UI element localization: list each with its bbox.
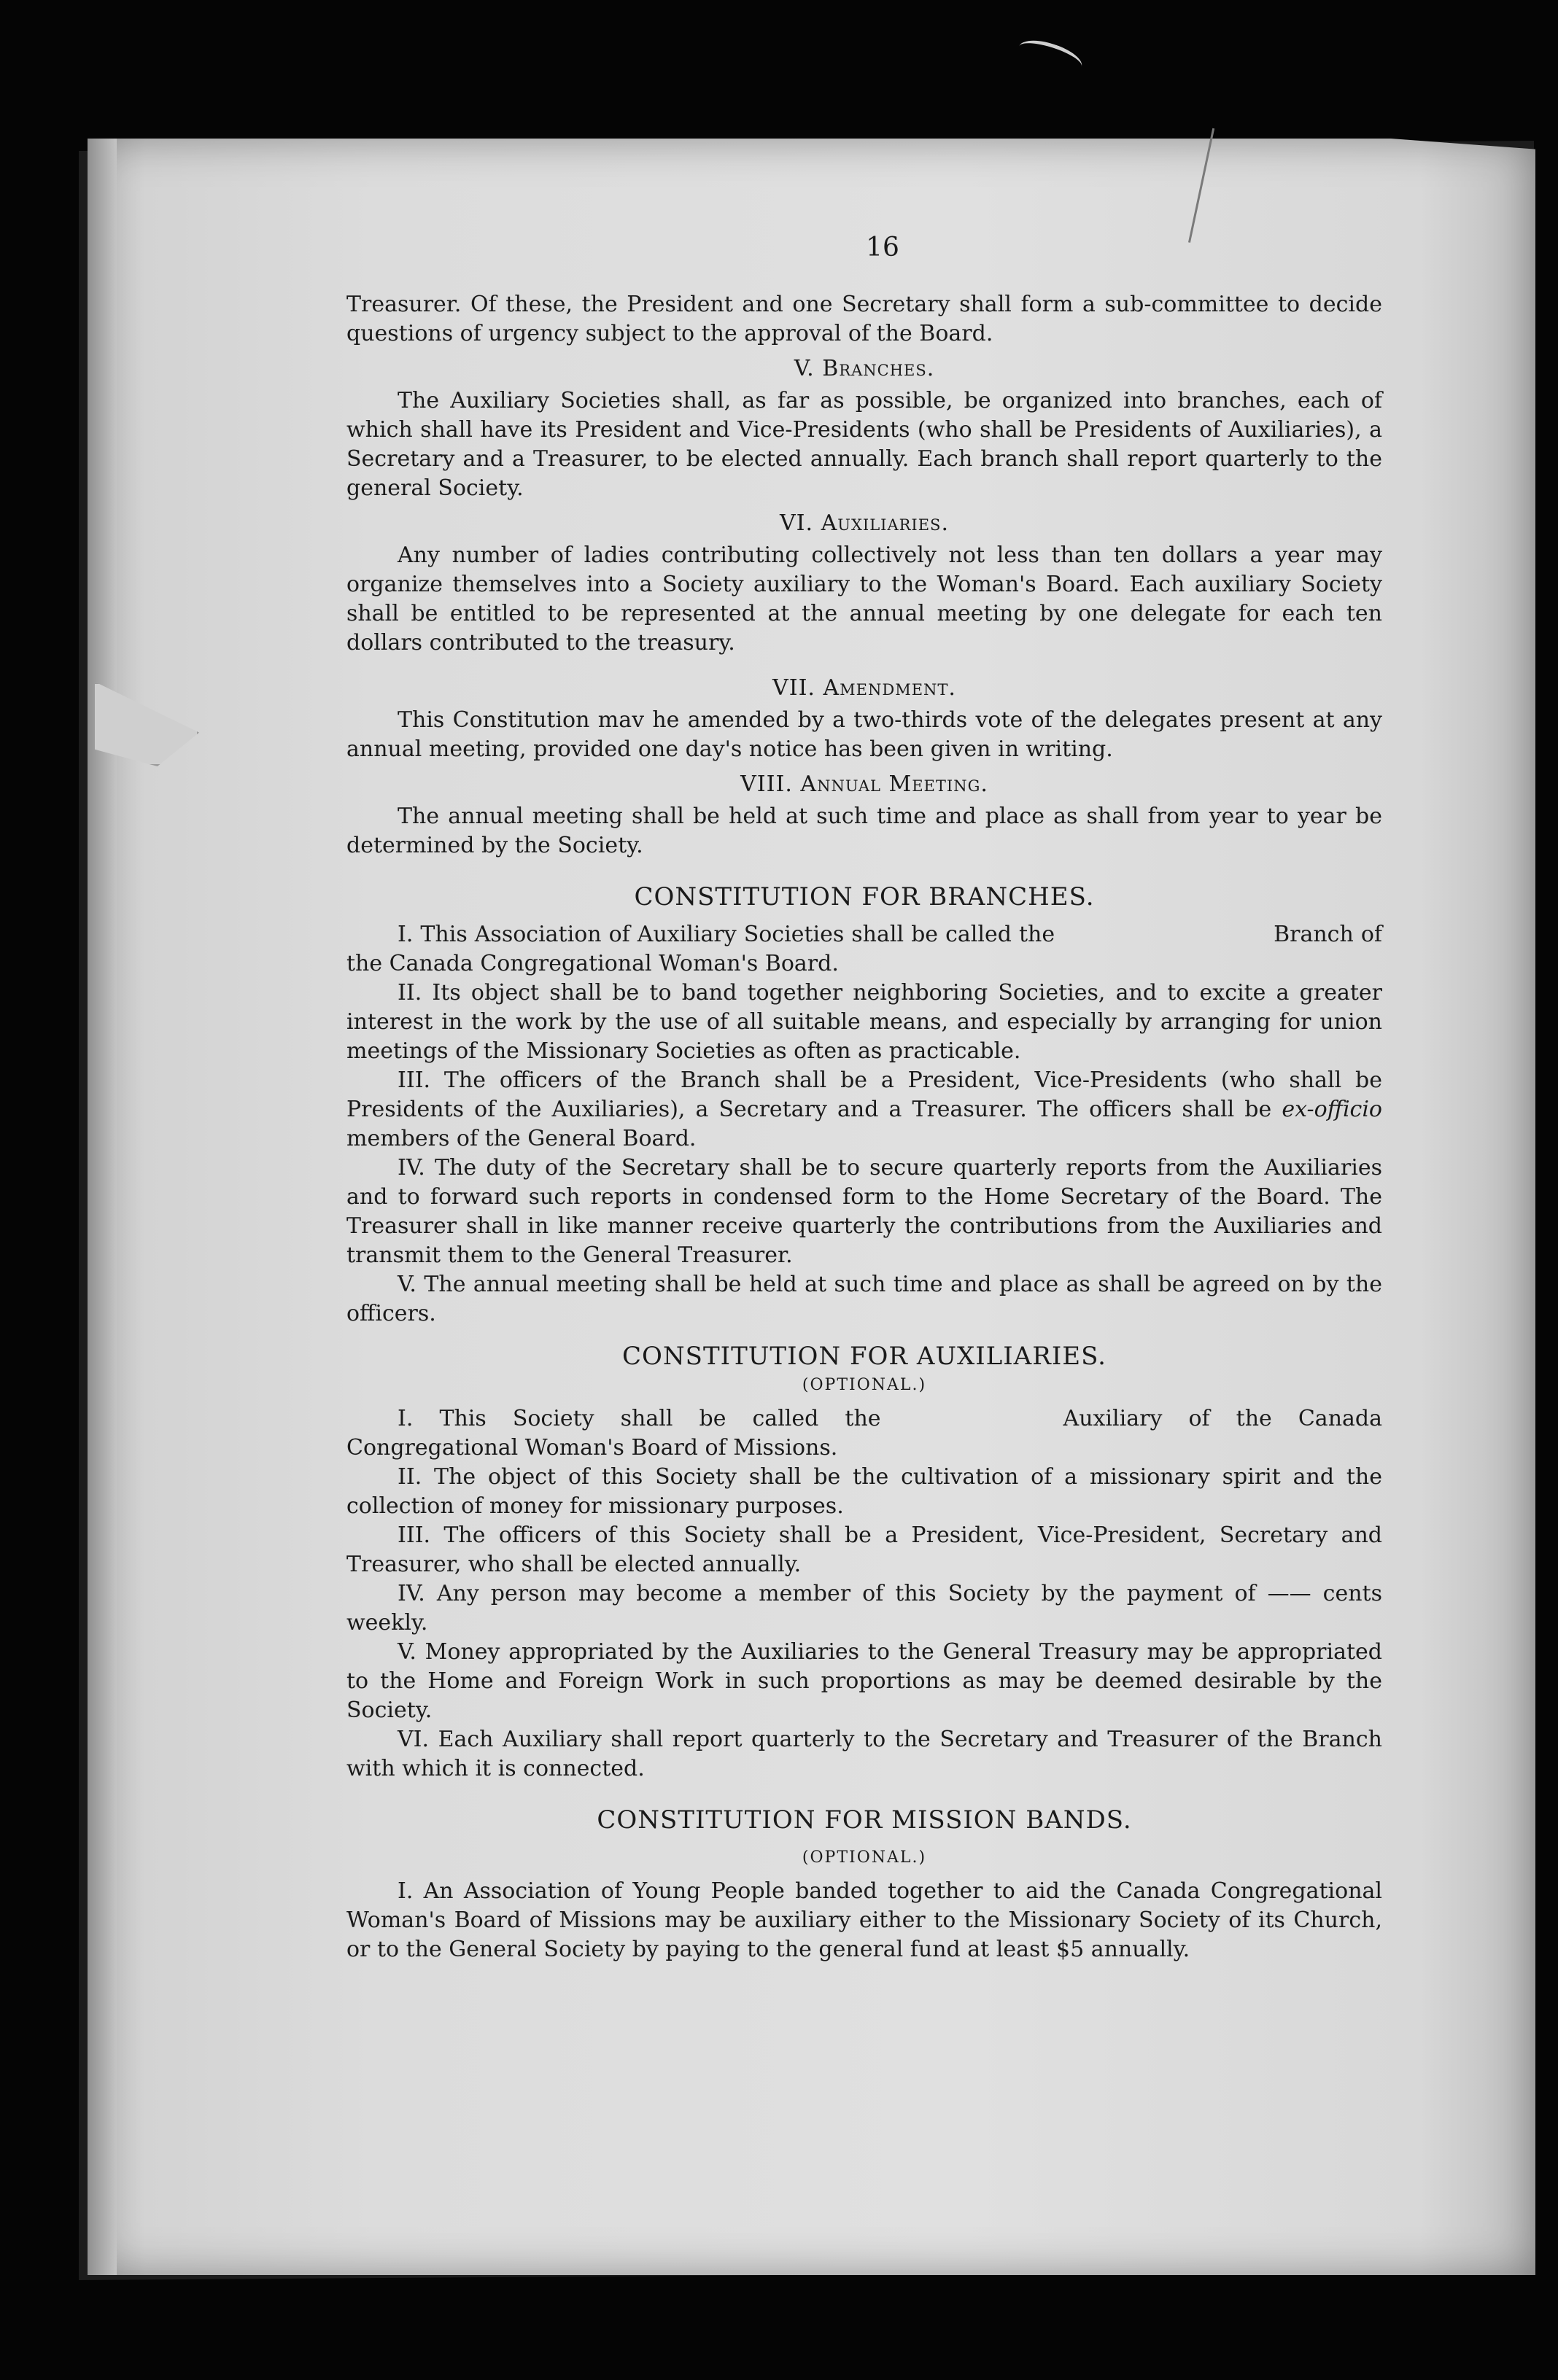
section-viii-heading: VIII. Annual Meeting. (740, 771, 988, 797)
auxiliaries-article-1 (346, 1404, 1382, 1463)
section-vi-text: Any number of ladies contributing collectively not less than ten dollars a year may organize themselves into a Society auxiliary to the Woman's Board. Each auxiliary Society shall be entitled to be represented at the annual meeting by one delegate for each ten dollars contributed to the treasury. (346, 542, 1382, 656)
auxiliaries-article-1-start: I. This Society shall be called the (398, 1406, 881, 1431)
page-number: 16 (866, 233, 899, 262)
auxiliaries-article-2: II. The object of this Society shall be the cultivation of a missionary spirit and the collection of money for missionary purposes. (346, 1464, 1382, 1519)
section-vii-heading: VII. Amendment. (772, 675, 956, 701)
branches-title: CONSTITUTION FOR BRANCHES. (634, 882, 1095, 911)
branches-article-3-start: III. The officers of the Branch shall be a President, Vice-Presidents (who shall be Presidents of the Auxiliaries), a Secretary and a Treasurer. The officers shall be (346, 1068, 1382, 1122)
branches-article-1-start: I. This Association of Auxiliary Societies shall be called the (398, 922, 1055, 947)
branches-article-1 (346, 920, 1382, 979)
auxiliaries-article-6: VI. Each Auxiliary shall report quarterly to the Secretary and Treasurer of the Branch with which it is connected. (346, 1727, 1382, 1781)
page-text (346, 233, 1382, 1964)
section-vi-heading: VI. Auxiliaries. (780, 510, 949, 536)
auxiliaries-article-3: III. The officers of this Society shall be a President, Vice-President, Secretary and Treasurer, who shall be elected annually. (346, 1522, 1382, 1577)
paper-tear (1015, 34, 1085, 79)
branches-article-2: II. Its object shall be to band together neighboring Societies, and to excite a greater interest in the work by the use of all suitable means, and especially by arranging for union meetings of the Missionary Societies as often as practicable. (346, 980, 1382, 1064)
branches-article-1-end: Branch of the Canada Congregational Woman's Board. (346, 922, 1382, 976)
auxiliaries-article-4: IV. Any person may become a member of this Society by the payment of —— cents weekly. (346, 1581, 1382, 1636)
branches-article-4: IV. The duty of the Secretary shall be to secure quarterly reports from the Auxiliaries and to forward such reports in condensed form to the Home Secretary of the Board. The Treasurer shall in like manner receive quarterly the contributions from the Auxiliaries and transmit them to the General Treasurer. (346, 1155, 1382, 1268)
mission-bands-article-1: I. An Association of Young People banded together to aid the Canada Congregational Woman's Board of Missions may be auxiliary either to the Missionary Society of its Church, or to the General Society by paying to the general fund at least $5 annually. (346, 1878, 1382, 1962)
section-v-text: The Auxiliary Societies shall, as far as possible, be organized into branches, each of which shall have its President and Vice-Presidents (who shall be Presidents of Auxiliaries), a Secretary and a Treasurer, to be elected annually. Each branch shall report quarterly to the general Society. (346, 388, 1382, 501)
auxiliaries-title: CONSTITUTION FOR AUXILIARIES. (622, 1342, 1107, 1371)
section-v-heading: V. Branches. (794, 356, 935, 381)
mission-bands-optional: (OPTIONAL.) (802, 1848, 927, 1867)
section-viii-text: The annual meeting shall be held at such time and place as shall from year to year be determined by the Society. (346, 804, 1382, 858)
section-vii-text: This Constitution mav he amended by a two-thirds vote of the delegates present at any annual meeting, provided one day's notice has been given in writing. (346, 707, 1382, 762)
branches-article-3 (346, 1066, 1382, 1154)
mission-bands-title: CONSTITUTION FOR MISSION BANDS. (597, 1805, 1132, 1835)
auxiliaries-article-1-end: Auxiliary of the Canada Congregational Woman's Board of Missions. (346, 1406, 1382, 1461)
ex-officio-term: ex-officio (1282, 1097, 1382, 1122)
binding-edge (88, 139, 117, 2275)
auxiliaries-optional: (OPTIONAL.) (802, 1376, 927, 1394)
intro-paragraph: Treasurer. Of these, the President and one Secretary shall form a sub-committee to decide questions of urgency subject to the approval of the Board. (346, 292, 1382, 346)
branches-article-3-end: members of the General Board. (346, 1126, 697, 1151)
branches-article-5: V. The annual meeting shall be held at such time and place as shall be agreed on by the officers. (346, 1272, 1382, 1326)
auxiliaries-article-5: V. Money appropriated by the Auxiliaries to the General Treasury may be appropriated to the Home and Foreign Work in such proportions as may be deemed desirable by the Society. (346, 1639, 1382, 1723)
